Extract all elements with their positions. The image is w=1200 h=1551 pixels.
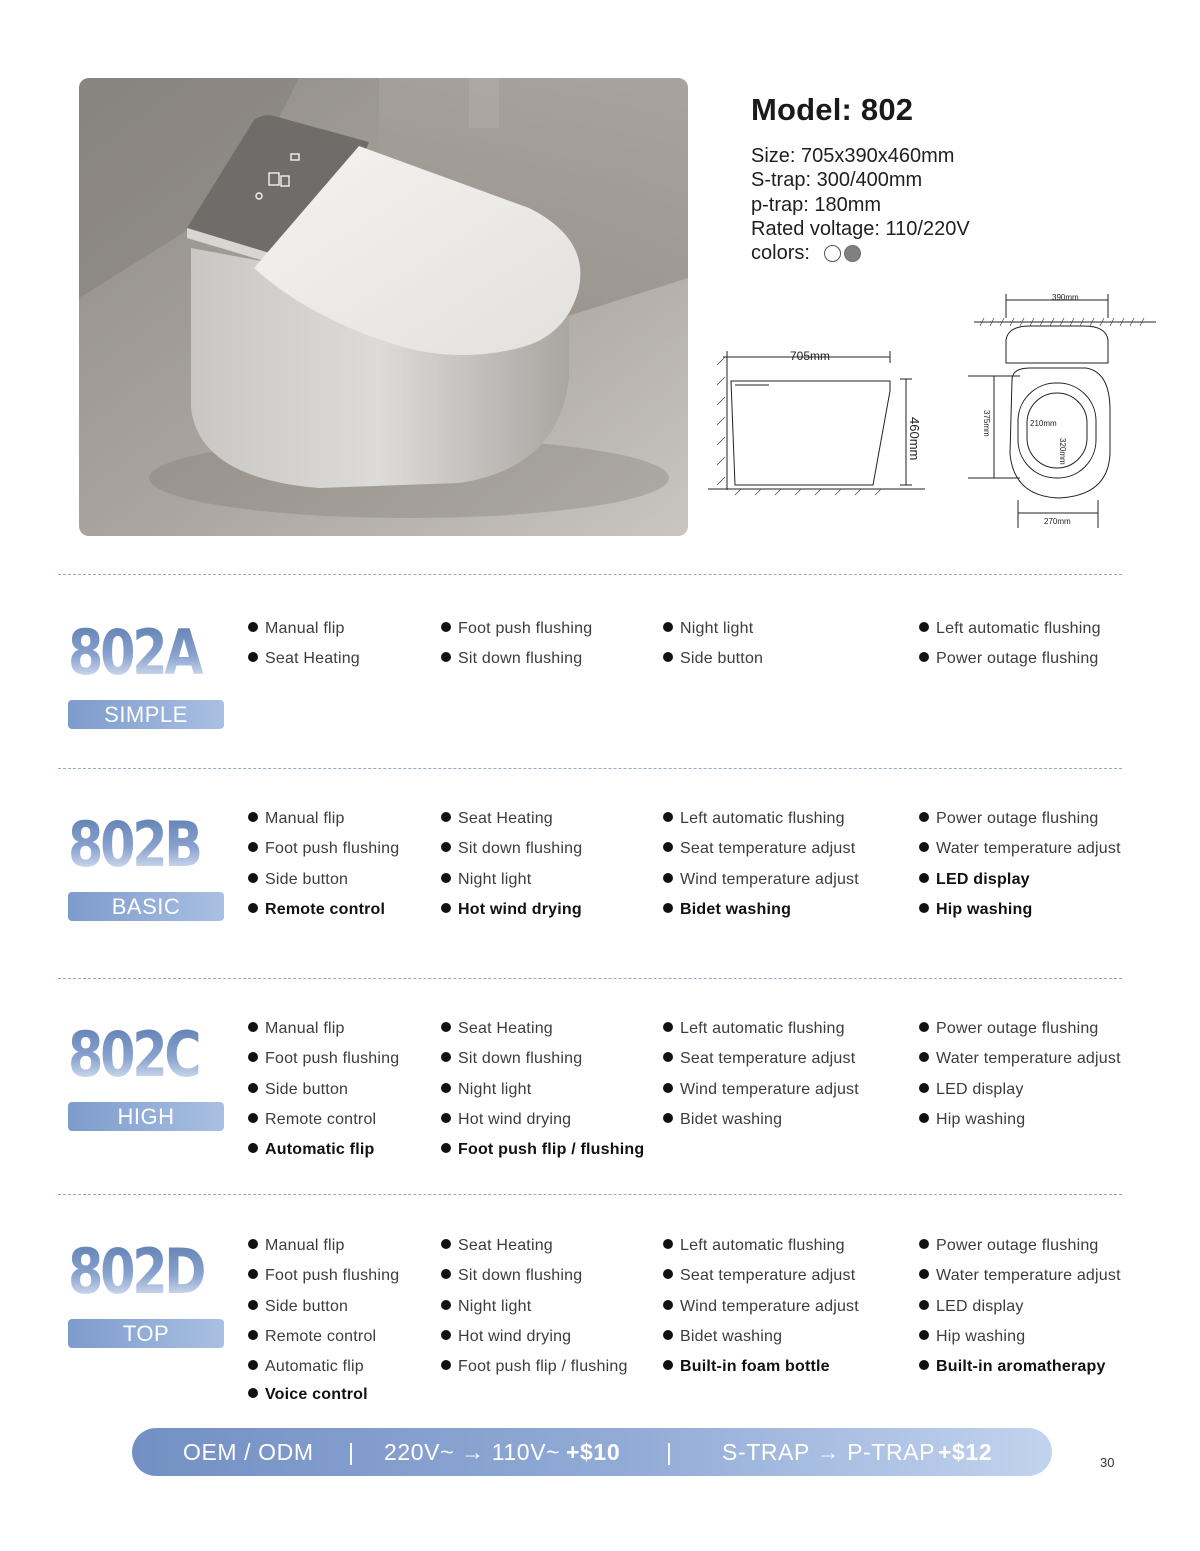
spec-row-strap: S-trap : 300/400mm xyxy=(751,168,1171,192)
top-view-drawing xyxy=(960,288,1160,533)
tier-badge: BASIC xyxy=(68,892,224,921)
side-view-drawing xyxy=(705,345,930,500)
feature-item: Manual flip xyxy=(248,810,345,828)
model-code: 802B xyxy=(68,814,206,876)
feature-item: Foot push flushing xyxy=(441,620,592,638)
feature-item: Built-in aromatherapy xyxy=(919,1358,1106,1376)
feature-item: Night light xyxy=(441,871,531,889)
feature-item: Power outage flushing xyxy=(919,650,1099,668)
banner-voltage: 220V~ → 110V~ xyxy=(384,1438,561,1465)
model-title: Model: 802 xyxy=(751,92,914,127)
feature-item: Seat temperature adjust xyxy=(663,840,855,858)
feature-item: Bidet washing xyxy=(663,1111,782,1129)
feature-item: Night light xyxy=(441,1298,531,1316)
feature-item: Hot wind drying xyxy=(441,901,582,919)
feature-item: Wind temperature adjust xyxy=(663,871,859,889)
feature-item: LED display xyxy=(919,871,1030,889)
feature-item: Water temperature adjust xyxy=(919,840,1121,858)
feature-item: Left automatic flushing xyxy=(663,810,845,828)
banner-voltage-price: +$10 xyxy=(566,1438,621,1465)
feature-item: Left automatic flushing xyxy=(919,620,1101,638)
feature-item: Manual flip xyxy=(248,1020,345,1038)
feature-item: Side button xyxy=(248,1081,348,1099)
feature-item: Side button xyxy=(663,650,763,668)
feature-item: Voice control xyxy=(248,1386,368,1404)
section-divider xyxy=(58,1194,1122,1195)
dim-side-width: 705mm xyxy=(790,349,831,363)
spec-row-size: Size : 705x390x460mm xyxy=(751,144,1171,168)
feature-item: Foot push flip / flushing xyxy=(441,1141,644,1159)
feature-item: Water temperature adjust xyxy=(919,1267,1121,1285)
banner-trap: S-TRAP → P-TRAP xyxy=(722,1438,936,1465)
feature-item: Sit down flushing xyxy=(441,1050,582,1068)
feature-item: Automatic flip xyxy=(248,1141,374,1159)
tier-badge: HIGH xyxy=(68,1102,224,1131)
feature-item: Night light xyxy=(441,1081,531,1099)
feature-item: Power outage flushing xyxy=(919,1020,1099,1038)
feature-item: Foot push flushing xyxy=(248,1267,399,1285)
feature-item: Seat temperature adjust xyxy=(663,1050,855,1068)
color-swatch-grey xyxy=(844,245,861,262)
feature-item: Wind temperature adjust xyxy=(663,1298,859,1316)
feature-item: Side button xyxy=(248,1298,348,1316)
feature-item: Bidet washing xyxy=(663,901,791,919)
banner-oem: OEM / ODM xyxy=(183,1438,314,1465)
feature-item: Seat Heating xyxy=(248,650,360,668)
feature-item: Seat temperature adjust xyxy=(663,1267,855,1285)
feature-item: Foot push flushing xyxy=(248,1050,399,1068)
tier-badge: TOP xyxy=(68,1319,224,1348)
banner-separator: | xyxy=(666,1438,673,1465)
feature-item: Power outage flushing xyxy=(919,810,1099,828)
feature-item: Wind temperature adjust xyxy=(663,1081,859,1099)
feature-item: Hip washing xyxy=(919,901,1032,919)
section-divider xyxy=(58,768,1122,769)
feature-item: Built-in foam bottle xyxy=(663,1358,830,1376)
feature-item: Power outage flushing xyxy=(919,1237,1099,1255)
model-code: 802A xyxy=(68,622,206,684)
model-code: 802D xyxy=(68,1241,206,1303)
feature-item: Foot push flushing xyxy=(248,840,399,858)
feature-item: Remote control xyxy=(248,1111,376,1129)
dim-top-depth: 375mm xyxy=(982,410,991,437)
dim-bowl-length: 320mm xyxy=(1058,438,1067,465)
feature-item: Seat Heating xyxy=(441,810,553,828)
section-divider xyxy=(58,978,1122,979)
color-swatch-white xyxy=(824,245,841,262)
feature-item: Manual flip xyxy=(248,620,345,638)
feature-item: Hot wind drying xyxy=(441,1111,571,1129)
dim-side-height: 460mm xyxy=(907,417,922,461)
feature-item: Seat Heating xyxy=(441,1237,553,1255)
feature-item: Water temperature adjust xyxy=(919,1050,1121,1068)
feature-item: Side button xyxy=(248,871,348,889)
feature-item: LED display xyxy=(919,1298,1024,1316)
model-code: 802C xyxy=(68,1024,206,1086)
tier-badge: SIMPLE xyxy=(68,700,224,729)
feature-item: Foot push flip / flushing xyxy=(441,1358,628,1376)
dim-top-width: 390mm xyxy=(1052,293,1079,302)
feature-item: Sit down flushing xyxy=(441,1267,582,1285)
feature-item: Left automatic flushing xyxy=(663,1020,845,1038)
feature-item: Automatic flip xyxy=(248,1358,364,1376)
dim-bowl-width: 210mm xyxy=(1030,419,1057,428)
feature-item: Sit down flushing xyxy=(441,650,582,668)
feature-item: Hip washing xyxy=(919,1111,1025,1129)
oem-banner xyxy=(132,1428,1052,1476)
feature-item: Manual flip xyxy=(248,1237,345,1255)
feature-item: Left automatic flushing xyxy=(663,1237,845,1255)
dim-base-width: 270mm xyxy=(1044,517,1071,526)
spec-row-colors: colors : xyxy=(751,241,1171,265)
spec-block xyxy=(751,92,1171,265)
feature-item: Night light xyxy=(663,620,753,638)
spec-row-voltage: Rated voltage : 110/220V xyxy=(751,217,1171,241)
product-photo xyxy=(79,78,688,536)
feature-item: Hip washing xyxy=(919,1328,1025,1346)
spec-row-ptrap: p-trap : 180mm xyxy=(751,193,1171,217)
feature-item: LED display xyxy=(919,1081,1024,1099)
feature-item: Remote control xyxy=(248,1328,376,1346)
feature-item: Seat Heating xyxy=(441,1020,553,1038)
feature-item: Remote control xyxy=(248,901,385,919)
banner-separator: | xyxy=(348,1438,355,1465)
banner-trap-price: +$12 xyxy=(938,1438,993,1465)
feature-item: Hot wind drying xyxy=(441,1328,571,1346)
feature-item: Bidet washing xyxy=(663,1328,782,1346)
page-number: 30 xyxy=(1100,1455,1115,1470)
section-divider xyxy=(58,574,1122,575)
feature-item: Sit down flushing xyxy=(441,840,582,858)
